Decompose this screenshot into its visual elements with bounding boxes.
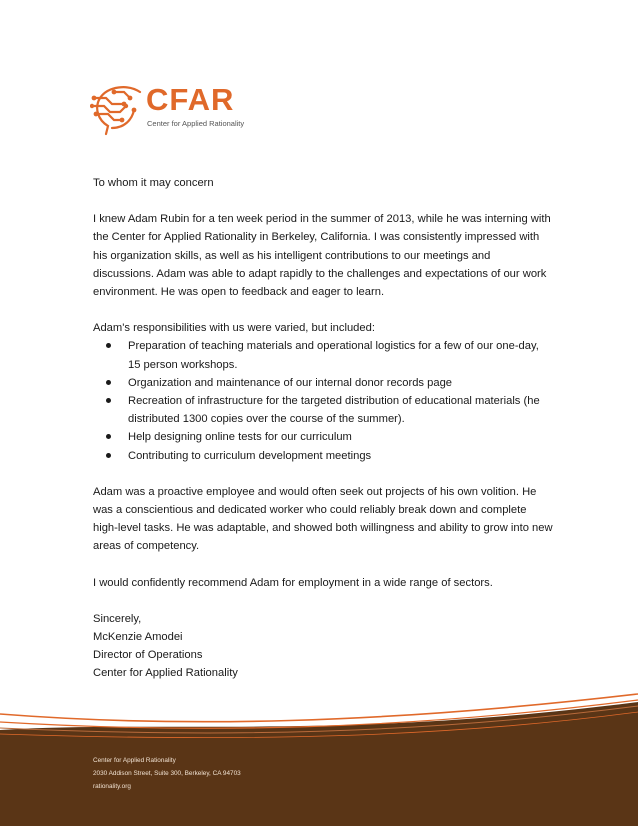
signer-org: Center for Applied Rationality — [93, 667, 238, 680]
signer-title: Director of Operations — [93, 649, 203, 662]
footer-address: 2030 Addison Street, Suite 300, Berkeley, CA 94703 — [93, 770, 241, 777]
cfar-logo — [90, 82, 260, 138]
brain-circuit-icon — [90, 82, 146, 138]
paragraph-qualities: Adam was a proactive employee and would often seek out projects of his own volition. He was a conscientious and dedicated worker who could reliably break down and complete high-level tasks. He was adaptable, and showed both willingness and ability to grow into new areas of competency. — [93, 485, 553, 553]
logo-wordmark: CFAR — [146, 82, 235, 117]
list-item: Recreation of infrastructure for the targeted distribution of educational materials (he distributed 1300 copies over the course of the summer). — [128, 392, 553, 428]
paragraph-recommendation: I would confidently recommend Adam for employment in a wide range of sectors. — [93, 576, 493, 589]
responsibilities-list — [93, 337, 553, 464]
list-item: Preparation of teaching materials and operational logistics for a few of our one-day, 15 person workshops. — [128, 337, 553, 373]
footer-website[interactable]: rationality.org — [93, 783, 131, 790]
salutation: To whom it may concern — [93, 177, 214, 189]
closing: Sincerely, — [93, 612, 142, 625]
letter-body — [93, 174, 553, 683]
paragraph-intro: I knew Adam Rubin for a ten week period in the summer of 2013, while he was interning with the Center for Applied Rationality in Berkeley, California. I was consistently impressed with his organization skills, as well as his intelligent contributions to our meetings and discussions. Adam was able to adapt rapidly to the challenges and expectations of our work environment. He was open to feedback and eager to learn. — [93, 213, 551, 299]
logo-tagline: Center for Applied Rationality — [147, 119, 245, 128]
footer-contact — [93, 754, 241, 793]
list-item: Organization and maintenance of our internal donor records page — [128, 374, 553, 392]
footer-org-name: Center for Applied Rationality — [93, 757, 176, 764]
signer-name: McKenzie Amodei — [93, 631, 183, 644]
list-item: Help designing online tests for our curriculum — [128, 428, 553, 446]
footer-band — [0, 690, 638, 826]
list-item: Contributing to curriculum development meetings — [128, 447, 553, 465]
responsibilities-intro: Adam's responsibilities with us were varied, but included: — [93, 322, 375, 335]
